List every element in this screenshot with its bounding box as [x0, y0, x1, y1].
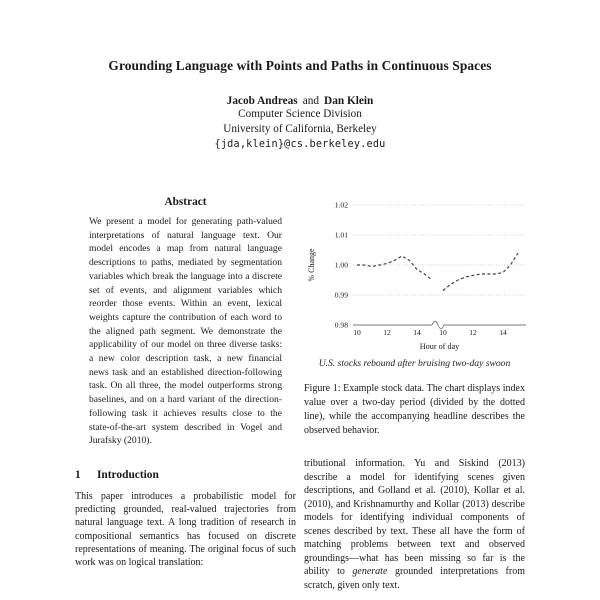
- svg-text:1.00: 1.00: [334, 260, 348, 270]
- svg-text:1.02: 1.02: [334, 200, 348, 210]
- affiliation-division: Computer Science Division: [238, 108, 362, 120]
- svg-text:% Change: % Change: [307, 248, 316, 282]
- affiliation-university: University of California, Berkeley: [223, 123, 377, 135]
- svg-text:0.99: 0.99: [334, 290, 348, 300]
- svg-text:1.01: 1.01: [334, 230, 348, 240]
- section-number: 1: [75, 468, 81, 481]
- abstract-text: We present a model for generating path-valued interpretations of natural language text. Our model encodes a map from natural language descriptions to paths, mediated by segmentation variables which break the language into a discrete set of events, and alignment variables which reorder those events. Within an event, lexical weights capture the contribution of each word to the aligned path segment. We demonstrate the applicability of our model on three diverse tasks: a new color description task, a new financial news task and an established direction-following task. On all three, the model outperforms strong baselines, and on a hard variant of the direction-following task it achieves results close to the state-of-the-art system described in Vogel and Jurafsky (2010).: [89, 216, 282, 447]
- introduction-paragraph: This paper introduces a probabilistic model for predicting grounded, real-valued trajectories from natural language text. A long tradition of research in compositional semantics has focused on discrete representations of meaning. The original focus of such work was on logical translation:: [75, 490, 296, 568]
- svg-text:12: 12: [469, 328, 477, 337]
- figure-headline: U.S. stocks rebound after bruising two-day swoon: [318, 358, 511, 369]
- svg-text:14: 14: [413, 328, 421, 337]
- svg-text:10: 10: [353, 328, 361, 337]
- stock-line-chart: [304, 191, 532, 353]
- body-paragraph: [304, 457, 525, 592]
- right-column: [304, 185, 525, 592]
- author-email: {jda,klein}@cs.berkeley.edu: [214, 139, 386, 150]
- svg-text:Hour of day: Hour of day: [419, 342, 460, 351]
- svg-text:14: 14: [499, 328, 507, 337]
- section-title: Introduction: [97, 468, 159, 481]
- body-paragraph-end: grounded interpretations from scratch, given only text.: [304, 566, 525, 591]
- paper-header: [0, 58, 600, 150]
- svg-text:12: 12: [383, 328, 391, 337]
- paper-title: Grounding Language with Points and Paths in Continuous Spaces: [108, 58, 492, 73]
- author-1: Jacob Andreas: [226, 95, 298, 107]
- abstract-heading: Abstract: [164, 196, 207, 208]
- two-column-body: [75, 185, 525, 592]
- body-paragraph-start: tributional information. Yu and Siskind (2013) describe a model for identifying scenes given descriptions, and Golland et al. (2010), Kollar et al. (2010), and Krishnamurthy and Kollar (2013) describe models for identifying individual components of scenes described by text. These all have the form of matching problems between text and observed groundings—what has been missing so far is the ability to: [304, 458, 525, 577]
- left-column: [75, 185, 296, 592]
- body-paragraph-italic-word: generate: [352, 566, 388, 577]
- figure-1: [304, 191, 525, 438]
- svg-text:10: 10: [439, 328, 447, 337]
- authors-line: [0, 95, 600, 107]
- author-2: Dan Klein: [324, 95, 374, 107]
- section-heading-introduction: [75, 469, 296, 481]
- figure-caption: Figure 1: Example stock data. The chart displays index value over a two-day period (divided by the dotted line), while the accompanying headline describes the observed behavior.: [304, 383, 525, 436]
- author-conjunction: and: [302, 95, 320, 107]
- svg-text:0.98: 0.98: [334, 320, 348, 330]
